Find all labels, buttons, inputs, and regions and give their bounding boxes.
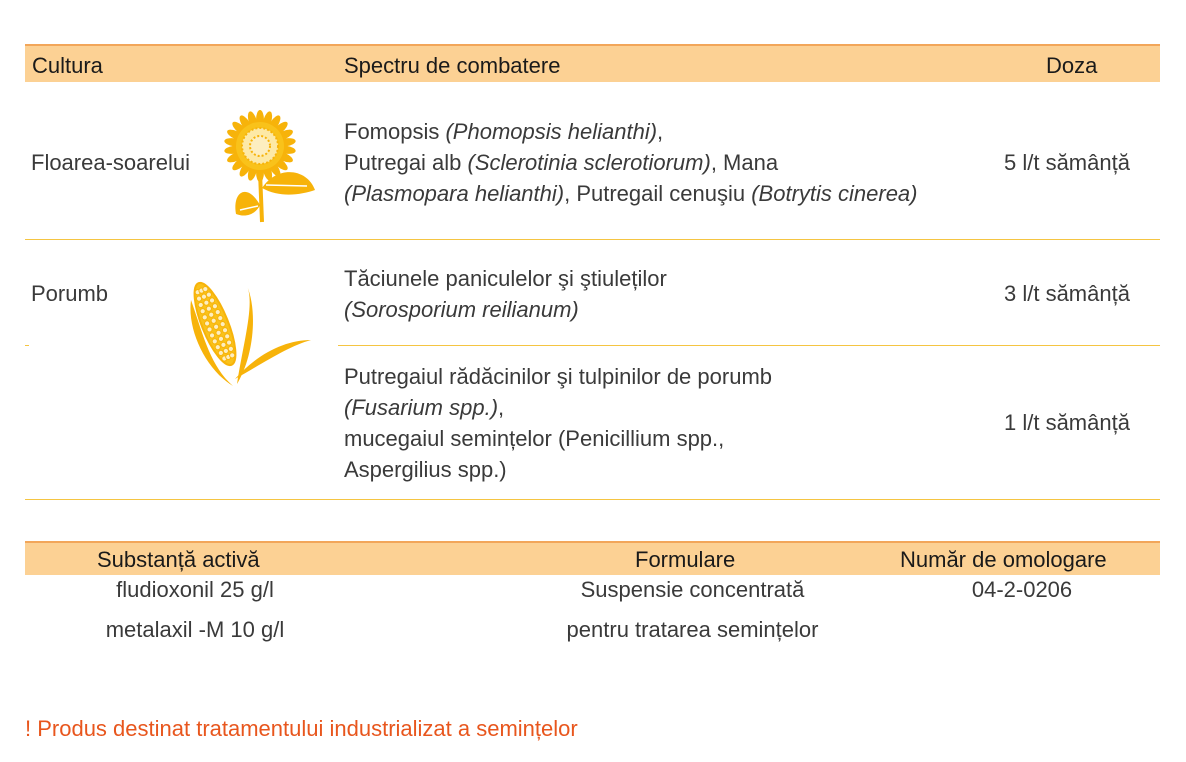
header-doza: Doza [1046,53,1098,78]
formulation-2: pentru tratarea semințelor [566,617,819,642]
dose-corn-2: 1 l/t sămânță [1004,410,1130,435]
spectrum-line: Putregai alb (Sclerotinia sclerotiorum), Mana [344,150,779,175]
spectrum-line: (Fusarium spp.), [344,395,505,420]
header-substanta: Substanță activă [97,547,260,572]
table-header [25,44,1160,82]
spectrum-line: (Plasmopara helianthi), Putregail cenuşiu (Botrytis cinerea) [344,181,918,206]
sunflower-icon [222,110,322,225]
spectrum-corn-2 [344,361,772,485]
dose-corn-1: 3 l/t sămânță [1004,281,1130,306]
row-divider [25,499,1160,500]
header-omologare: Număr de omologare [900,547,1107,572]
header-formulare: Formulare [635,547,736,572]
header-cultura: Cultura [32,53,103,78]
row-divider [338,345,1160,346]
substance-2: metalaxil -M 10 g/l [105,617,285,642]
spectrum-line: (Sorosporium reilianum) [344,297,579,322]
spectrum-line: Fomopsis (Phomopsis helianthi), [344,119,664,144]
spectrum-line: Putregaiul rădăcinilor şi tulpinilor de porumb [344,364,773,389]
table2-header [25,541,1160,575]
header-spectru: Spectru de combatere [344,53,561,78]
dose-sunflower: 5 l/t sămânță [1004,150,1130,175]
row-divider [25,239,1160,240]
substance-1: fludioxonil 25 g/l [116,577,274,602]
registration-number: 04-2-0206 [971,577,1073,602]
corn-icon [185,274,315,390]
warning-note: ! Produs destinat tratamentului industrializat a semințelor [25,716,578,741]
crop-sunflower: Floarea-soarelui [31,150,190,175]
formulation-1: Suspensie concentrată [580,577,805,602]
row-divider-stub [25,345,29,346]
crop-corn: Porumb [31,281,109,306]
spectrum-line: Tăciunele paniculelor şi ştiuleților [344,266,667,291]
spectrum-sunflower [344,116,918,209]
spectrum-line: Aspergilius spp.) [344,457,507,482]
spectrum-corn-1 [344,263,667,325]
spectrum-line: mucegaiul semințelor (Penicillium spp., [344,426,725,451]
